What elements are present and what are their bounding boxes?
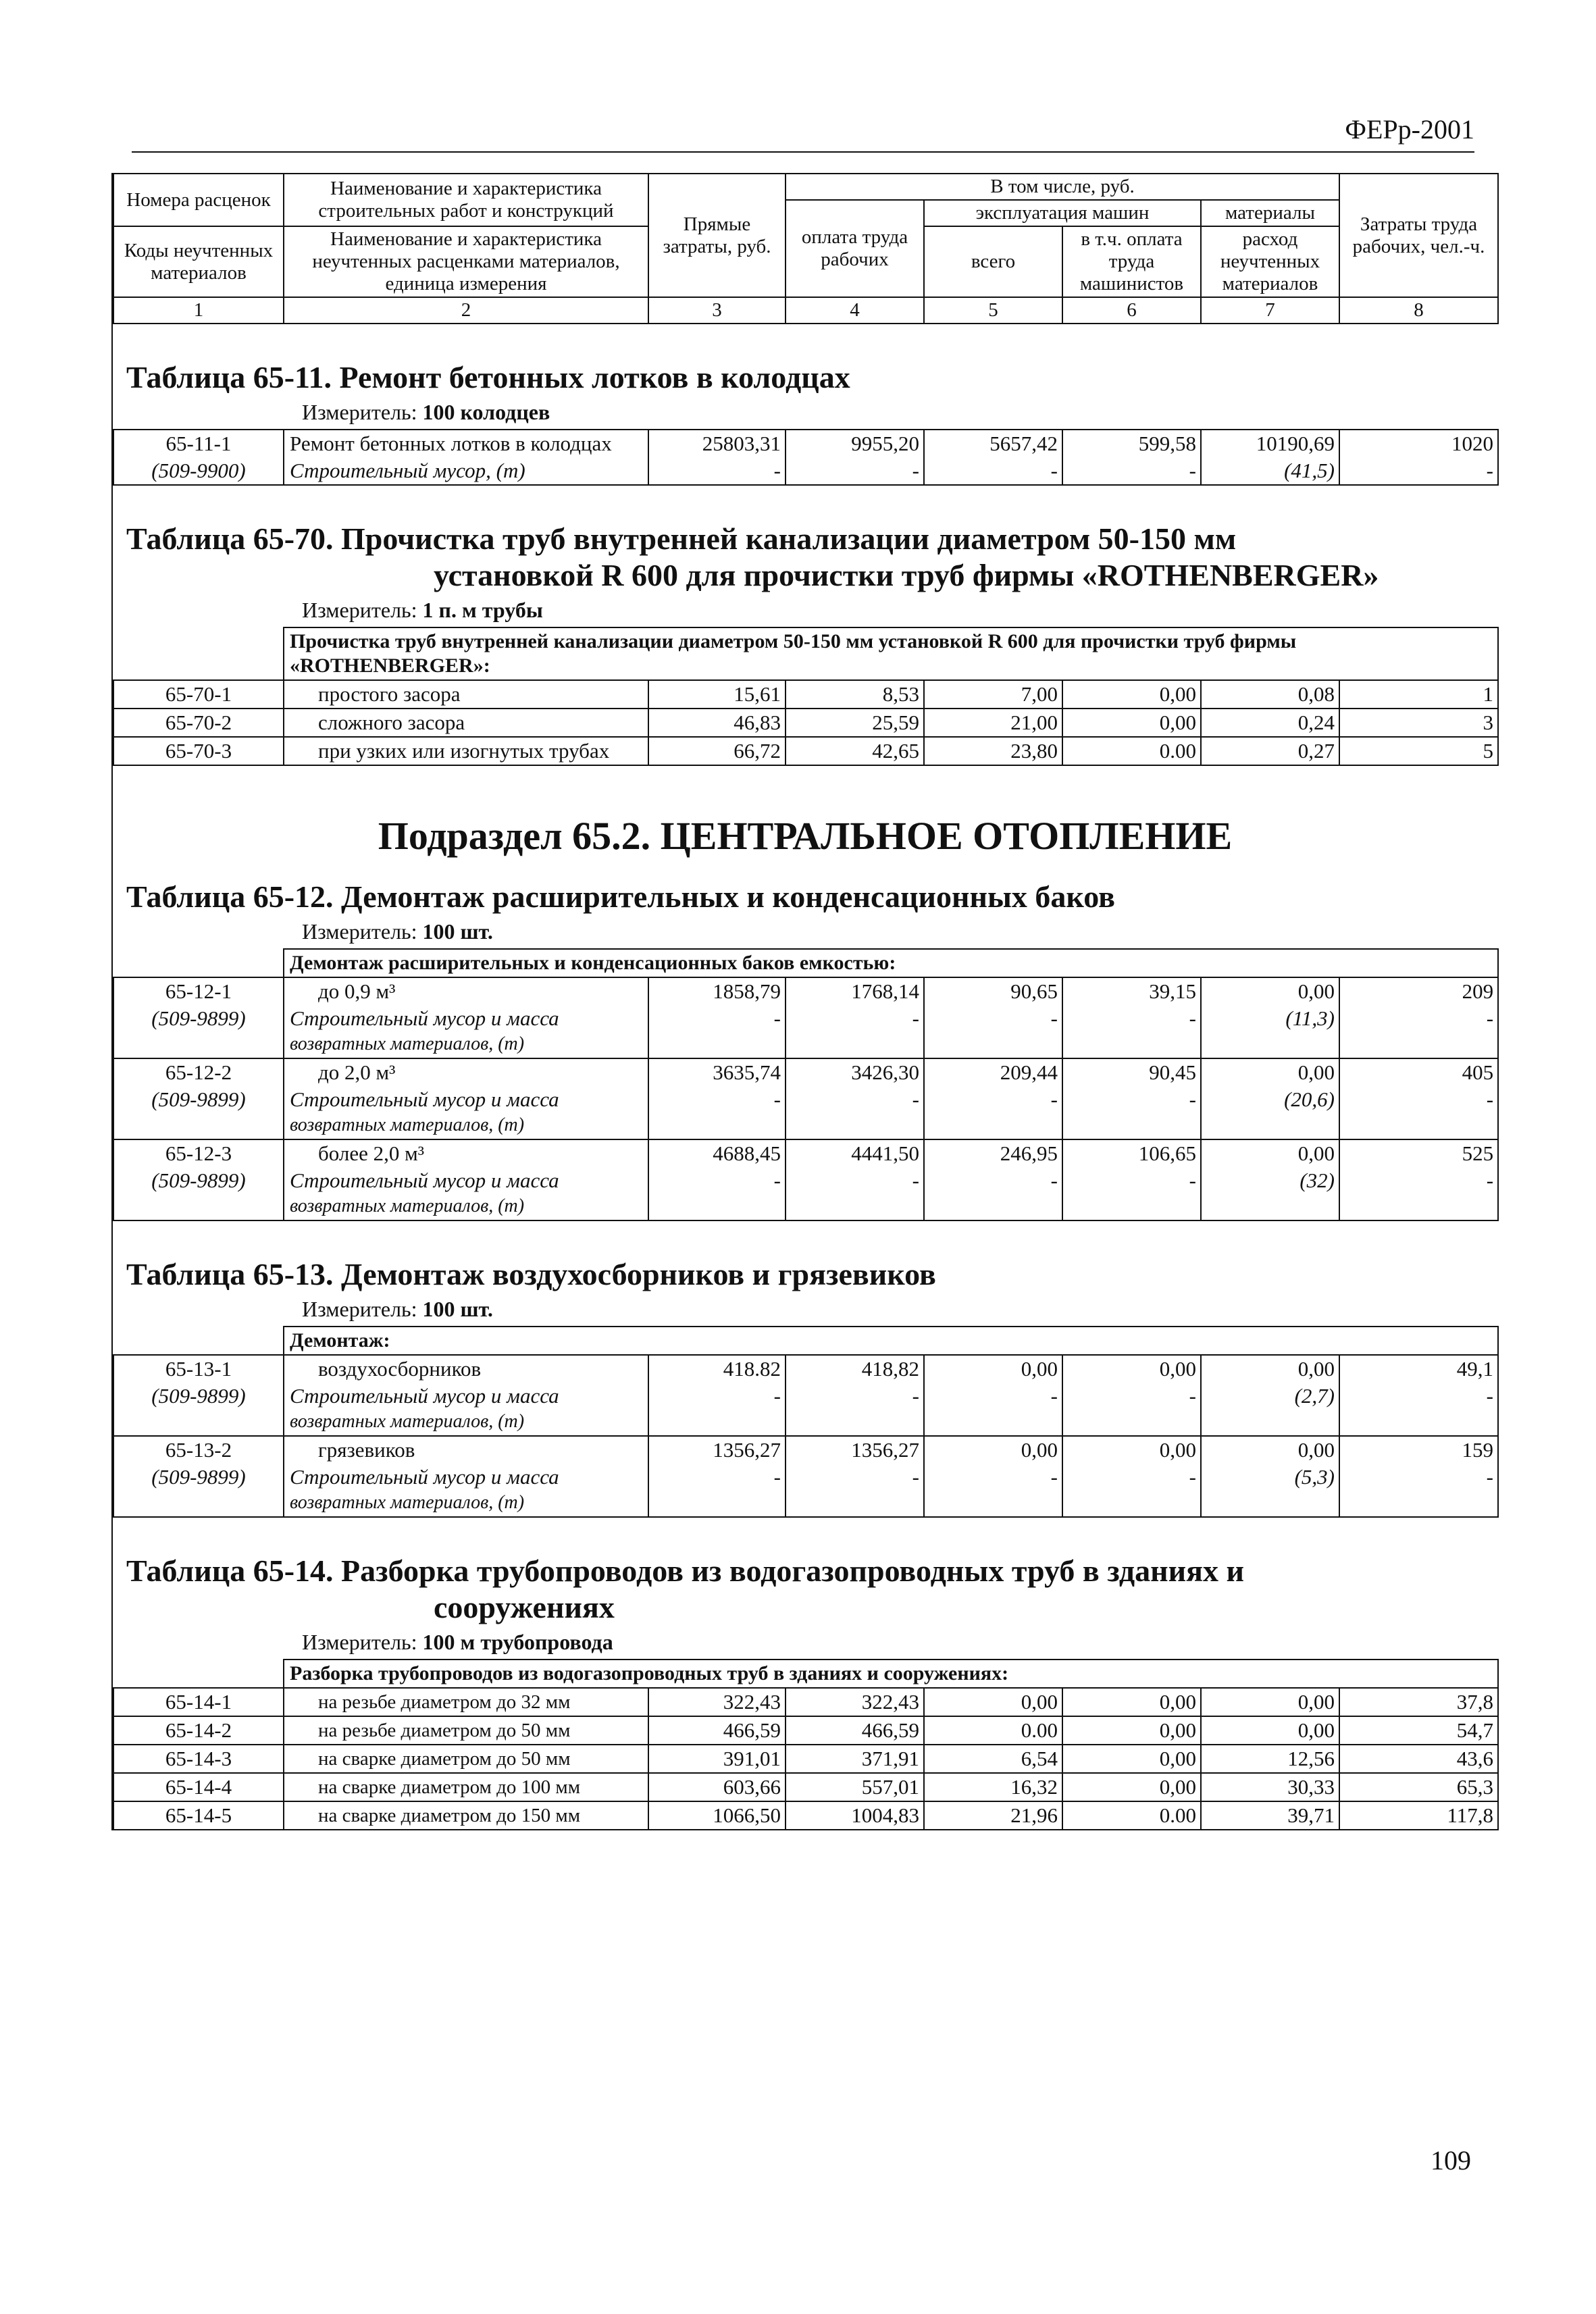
column-header-table [113, 173, 1499, 324]
group-header-row: Демонтаж: [113, 1327, 1498, 1355]
measure-line: Измеритель: 1 п. м трубы [302, 598, 543, 622]
table-title: Таблица 65-13. Демонтаж воздухосборников и грязевиков [126, 1257, 936, 1291]
table-row: 65-70-2 сложного засора 46,83 25,59 21,00 0,00 0,24 3 [113, 709, 1498, 737]
rate-table-65-14 [113, 1659, 1499, 1830]
col-name-header: Наименование и характеристика строительных работ и конструкций [284, 174, 648, 226]
col-number: 6 [1062, 297, 1201, 324]
table-title: Таблица 65-70. Прочистка труб внутренней канализации диаметром 50-150 мм установкой R 600 для прочистки труб фирмы «ROTHENBERGER» [126, 521, 1379, 592]
table-title: Таблица 65-14. Разборка трубопроводов из водогазопроводных труб в зданиях и сооружениях [126, 1553, 1245, 1624]
table-row: 65-14-4 на сварке диаметром до 100 мм 603,66 557,01 16,32 0,00 30,33 65,3 [113, 1773, 1498, 1801]
material-row: (509-9899) Строительный мусор и масса возвратных материалов, (т) - - - - (5,3) - [113, 1464, 1498, 1517]
material-row: (509-9899) Строительный мусор и масса возвратных материалов, (т) - - - - (20,6) - [113, 1086, 1498, 1139]
table-row: 65-12-3 более 2,0 м³ 4688,45 4441,50 246,95 106,65 0,00 525 [113, 1139, 1498, 1167]
measure-line: Измеритель: 100 шт. [302, 1297, 493, 1321]
col-direct-header: Прямые затраты, руб. [648, 174, 786, 297]
table-row: 65-14-3 на сварке диаметром до 50 мм 391,01 371,91 6,54 0,00 12,56 43,6 [113, 1745, 1498, 1773]
col-operators-header: в т.ч. оплата труда машинистов [1062, 226, 1201, 297]
page-number: 109 [1431, 2145, 1471, 2176]
col-consumption-header: расход неучтенных материалов [1201, 226, 1339, 297]
col-codes-sub-header: Коды неучтенных материалов [113, 226, 284, 297]
rate-table-65-70 [113, 627, 1499, 766]
col-name-sub-header: Наименование и характеристика неучтенных расценками материалов, единица измерения [284, 226, 648, 297]
col-number: 3 [648, 297, 786, 324]
rate-table-65-13 [113, 1326, 1499, 1518]
col-number: 1 [113, 297, 284, 324]
col-number: 5 [924, 297, 1062, 324]
table-title: Таблица 65-12. Демонтаж расширительных и конденсационных баков [126, 879, 1115, 914]
table-row: 65-70-3 при узких или изогнутых трубах 66,72 42,65 23,80 0.00 0,27 5 [113, 737, 1498, 765]
col-number: 2 [284, 297, 648, 324]
header-rule [132, 151, 1474, 153]
measure-line: Измеритель: 100 шт. [302, 919, 493, 944]
col-number: 8 [1339, 297, 1498, 324]
table-row: 65-14-1 на резьбе диаметром до 32 мм 322,43 322,43 0,00 0,00 0,00 37,8 [113, 1688, 1498, 1716]
document-series: ФЕРр-2001 [1345, 114, 1474, 145]
col-number: 4 [786, 297, 924, 324]
material-row: (509-9900) Строительный мусор, (т) - - - - (41,5) - [113, 457, 1498, 485]
table-row: 65-11-1 Ремонт бетонных лотков в колодцах 25803,31 9955,20 5657,42 599,58 10190,69 1020 [113, 430, 1498, 457]
material-row: (509-9899) Строительный мусор и масса возвратных материалов, (т) - - - - (11,3) - [113, 1005, 1498, 1058]
group-header-row: Прочистка труб внутренней канализации диаметром 50-150 мм установкой R 600 для прочистки труб фирмы «ROTHENBERGER»: [113, 627, 1498, 680]
group-header-row: Демонтаж расширительных и конденсационных баков емкостью: [113, 949, 1498, 977]
material-row: (509-9899) Строительный мусор и масса возвратных материалов, (т) - - - - (32) - [113, 1167, 1498, 1220]
col-machines-total-header: всего [924, 226, 1062, 297]
table-row: 65-14-5 на сварке диаметром до 150 мм 1066,50 1004,83 21,96 0.00 39,71 117,8 [113, 1801, 1498, 1830]
col-wages-header: оплата труда рабочих [786, 200, 924, 297]
col-labor-header: Затраты труда рабочих, чел.-ч. [1339, 174, 1498, 297]
table-title: Таблица 65-11. Ремонт бетонных лотков в колодцах [126, 360, 850, 394]
table-row: 65-12-1 до 0,9 м³ 1858,79 1768,14 90,65 39,15 0,00 209 [113, 977, 1498, 1005]
group-header-row: Разборка трубопроводов из водогазопроводных труб в зданиях и сооружениях: [113, 1660, 1498, 1688]
material-row: (509-9899) Строительный мусор и масса возвратных материалов, (т) - - - - (2,7) - [113, 1383, 1498, 1436]
col-number: 7 [1201, 297, 1339, 324]
col-materials-header: материалы [1201, 200, 1339, 226]
table-row: 65-13-2 грязевиков 1356,27 1356,27 0,00 0,00 0,00 159 [113, 1436, 1498, 1464]
col-machines-header: эксплуатация машин [924, 200, 1201, 226]
measure-line: Измеритель: 100 м трубопровода [302, 1630, 613, 1654]
table-row: 65-12-2 до 2,0 м³ 3635,74 3426,30 209,44 90,45 0,00 405 [113, 1058, 1498, 1086]
measure-line: Измеритель: 100 колодцев [302, 400, 550, 424]
table-row: 65-14-2 на резьбе диаметром до 50 мм 466,59 466,59 0.00 0,00 0,00 54,7 [113, 1716, 1498, 1745]
page-body [111, 173, 1497, 1830]
table-row: 65-70-1 простого засора 15,61 8,53 7,00 0,00 0,08 1 [113, 680, 1498, 709]
table-row: 65-13-1 воздухосборников 418.82 418,82 0,00 0,00 0,00 49,1 [113, 1355, 1498, 1383]
rate-table-65-12 [113, 948, 1499, 1221]
rate-table-65-11 [113, 429, 1499, 486]
col-codes-header: Номера расценок [113, 174, 284, 226]
col-incl-header: В том числе, руб. [786, 174, 1339, 200]
subsection-title: Подраздел 65.2. ЦЕНТРАЛЬНОЕ ОТОПЛЕНИЕ [378, 814, 1233, 858]
